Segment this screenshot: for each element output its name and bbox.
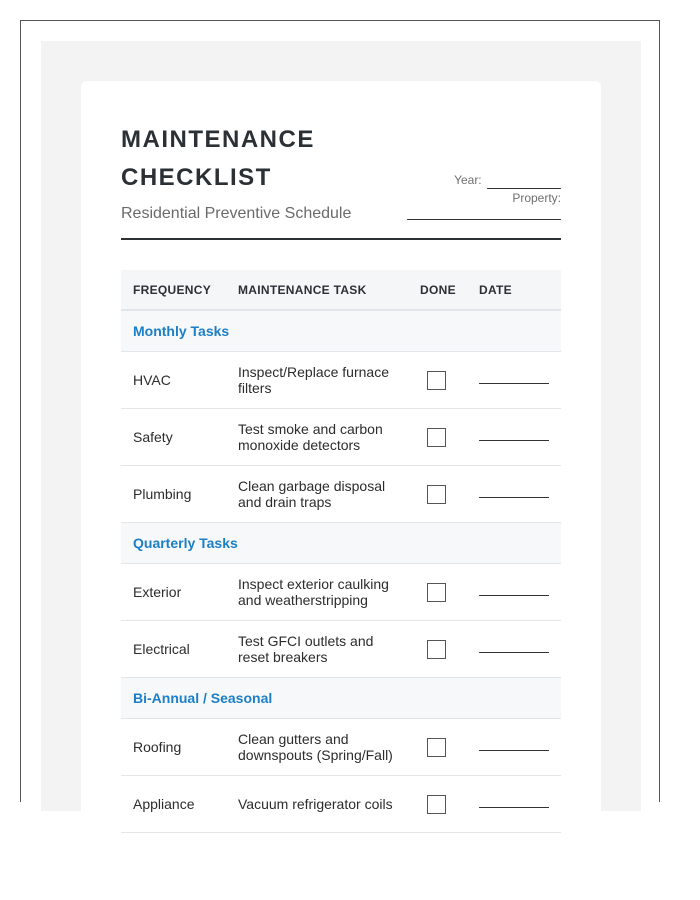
frequency-cell: Safety (121, 409, 226, 466)
page-frame (20, 20, 660, 812)
table-row (121, 352, 561, 409)
done-cell (408, 719, 467, 776)
done-checkbox[interactable] (427, 428, 446, 447)
done-checkbox[interactable] (427, 795, 446, 814)
date-input-line[interactable] (479, 440, 549, 441)
task-cell: Inspect exterior caulking and weatherstripping (226, 564, 408, 621)
date-input-line[interactable] (479, 750, 549, 751)
done-checkbox[interactable] (427, 640, 446, 659)
section-title: Bi-Annual / Seasonal (121, 678, 561, 719)
task-cell: Test GFCI outlets and reset breakers (226, 621, 408, 678)
date-cell (467, 621, 561, 678)
property-input-line[interactable] (407, 207, 561, 220)
table-row (121, 466, 561, 523)
subtitle: Residential Preventive Schedule (121, 205, 352, 222)
task-cell: Test smoke and carbon monoxide detectors (226, 409, 408, 466)
table-header-row (121, 270, 561, 310)
date-cell (467, 719, 561, 776)
section-row (121, 310, 561, 352)
done-checkbox[interactable] (427, 371, 446, 390)
date-cell (467, 409, 561, 466)
done-cell (408, 409, 467, 466)
done-cell (408, 621, 467, 678)
title-line-1: MAINTENANCE (121, 126, 315, 153)
col-frequency: FREQUENCY (121, 270, 226, 310)
date-input-line[interactable] (479, 652, 549, 653)
date-input-line[interactable] (479, 595, 549, 596)
date-cell (467, 564, 561, 621)
date-cell (467, 776, 561, 833)
date-input-line[interactable] (479, 497, 549, 498)
done-checkbox[interactable] (427, 738, 446, 757)
year-field (391, 171, 561, 189)
done-checkbox[interactable] (427, 485, 446, 504)
col-task: MAINTENANCE TASK (226, 270, 408, 310)
frequency-cell: Appliance (121, 776, 226, 833)
done-cell (408, 352, 467, 409)
done-cell (408, 466, 467, 523)
done-cell (408, 564, 467, 621)
page-title (121, 121, 315, 197)
property-label: Property: (512, 191, 561, 205)
checklist-card (81, 81, 601, 841)
frequency-cell: HVAC (121, 352, 226, 409)
year-input-line[interactable] (487, 175, 561, 189)
table-row (121, 719, 561, 776)
table-row (121, 409, 561, 466)
frequency-cell: Plumbing (121, 466, 226, 523)
section-title: Monthly Tasks (121, 310, 561, 352)
col-date: DATE (467, 270, 561, 310)
table-row (121, 564, 561, 621)
title-line-2: CHECKLIST (121, 164, 272, 191)
table-row (121, 776, 561, 833)
task-cell: Vacuum refrigerator coils (226, 776, 408, 833)
section-title: Quarterly Tasks (121, 523, 561, 564)
done-cell (408, 776, 467, 833)
task-cell: Clean gutters and downspouts (Spring/Fall) (226, 719, 408, 776)
table-row (121, 621, 561, 678)
header-divider (121, 238, 561, 240)
col-done: DONE (408, 270, 467, 310)
task-cell: Clean garbage disposal and drain traps (226, 466, 408, 523)
frequency-cell: Roofing (121, 719, 226, 776)
page-backdrop (41, 41, 641, 811)
section-row (121, 523, 561, 564)
date-cell (467, 352, 561, 409)
frequency-cell: Exterior (121, 564, 226, 621)
year-label: Year: (454, 173, 482, 187)
date-cell (467, 466, 561, 523)
frequency-cell: Electrical (121, 621, 226, 678)
date-input-line[interactable] (479, 807, 549, 808)
date-input-line[interactable] (479, 383, 549, 384)
maintenance-table (121, 270, 561, 833)
section-row (121, 678, 561, 719)
meta-fields (391, 171, 561, 220)
task-cell: Inspect/Replace furnace filters (226, 352, 408, 409)
done-checkbox[interactable] (427, 583, 446, 602)
